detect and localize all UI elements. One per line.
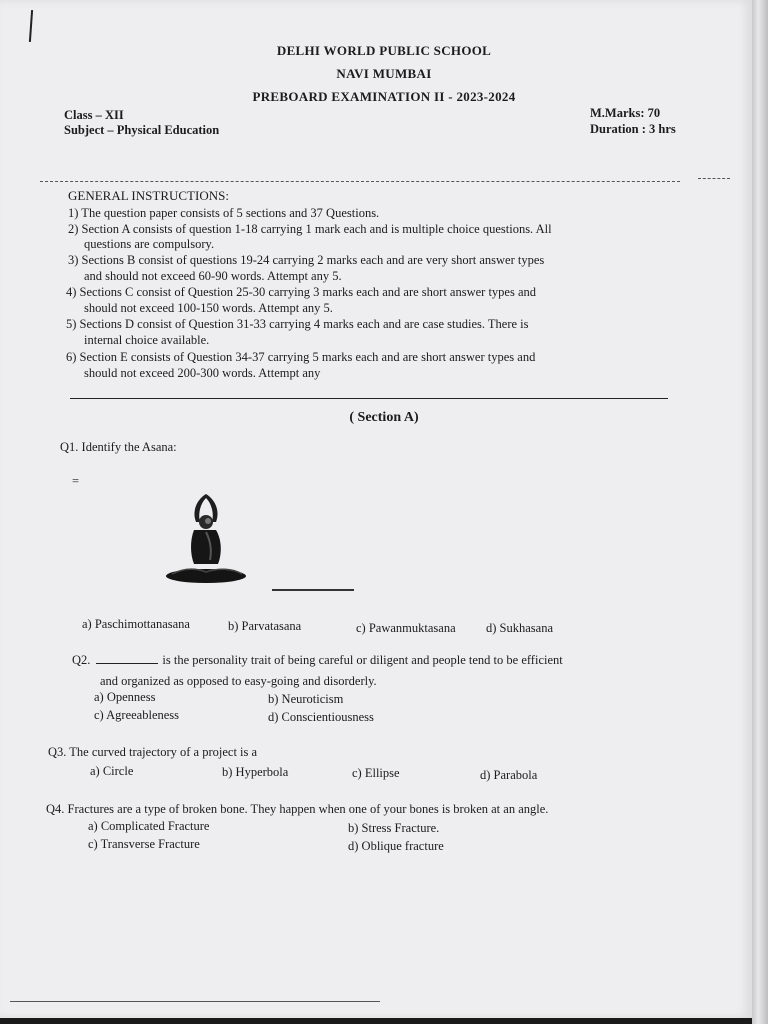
q1-text: Q1. Identify the Asana: xyxy=(60,440,177,454)
instruction-line: internal choice available. xyxy=(84,333,210,347)
bottom-edge-line xyxy=(10,1001,380,1002)
page-edge xyxy=(752,0,768,1024)
divider-fragment xyxy=(698,178,730,179)
q3-option-b: b) Hyperbola xyxy=(222,765,289,779)
q3-option-c: c) Ellipse xyxy=(352,766,400,780)
asana-figure xyxy=(160,488,252,588)
q1-option-d: d) Sukhasana xyxy=(486,621,553,635)
q2-option-d: d) Conscientiousness xyxy=(268,710,374,724)
q4-option-d: d) Oblique fracture xyxy=(348,839,444,853)
q2-text xyxy=(72,653,563,668)
q1-option-c: c) Pawanmuktasana xyxy=(356,621,456,635)
instruction-line: 5) Sections D consist of Question 31-33 carrying 4 marks each and are case studies. There is xyxy=(66,317,529,331)
q1-mark: = xyxy=(72,474,80,488)
answer-line xyxy=(272,589,354,591)
instruction-line: questions are compulsory. xyxy=(84,237,215,251)
header-divider xyxy=(40,181,680,182)
q1-option-a: a) Paschimottanasana xyxy=(82,617,190,631)
q2-text-line2: and organized as opposed to easy-going and disorderly. xyxy=(100,674,377,688)
q2-blank xyxy=(96,663,158,664)
school-name: DELHI WORLD PUBLIC SCHOOL xyxy=(276,43,492,58)
q2-option-c: c) Agreeableness xyxy=(94,708,180,722)
instructions-title: GENERAL INSTRUCTIONS: xyxy=(68,188,229,203)
section-title: ( Section A) xyxy=(349,410,419,425)
instruction-line: 1) The question paper consists of 5 sections and 37 Questions. xyxy=(68,206,380,220)
class-label: Class – XII xyxy=(64,108,124,122)
duration: Duration : 3 hrs xyxy=(590,122,676,136)
q4-option-b: b) Stress Fracture. xyxy=(348,821,440,835)
instruction-line: should not exceed 100-150 words. Attempt any 5. xyxy=(84,301,333,315)
school-city: NAVI MUMBAI xyxy=(336,66,432,81)
instruction-line: 6) Section E consists of Question 34-37 carrying 5 marks each and are short answer types and xyxy=(66,350,536,364)
exam-title: PREBOARD EXAMINATION II - 2023-2024 xyxy=(252,89,516,104)
q4-option-a: a) Complicated Fracture xyxy=(88,819,210,833)
q4-text: Q4. Fractures are a type of broken bone. They happen when one of your bones is broken at an angle. xyxy=(46,802,549,816)
q4-option-c: c) Transverse Fracture xyxy=(88,837,200,851)
instruction-line: 2) Section A consists of question 1-18 carrying 1 mark each and is multiple choice questions. All xyxy=(68,222,552,236)
instruction-line: 3) Sections B consist of questions 19-24 carrying 2 marks each and are very short answer types xyxy=(68,253,545,267)
q2-number: Q2. xyxy=(72,653,91,667)
subject-label: Subject – Physical Education xyxy=(64,123,220,137)
q2-option-b: b) Neuroticism xyxy=(268,692,344,706)
instruction-line: 4) Sections C consist of Question 25-30 carrying 3 marks each and are short answer types and xyxy=(66,285,537,299)
q1-option-b: b) Parvatasana xyxy=(228,619,302,633)
q2-text-rest: is the personality trait of being careful or diligent and people tend to be efficient xyxy=(162,653,563,667)
q3-text: Q3. The curved trajectory of a project is a xyxy=(48,745,258,759)
instruction-line: should not exceed 200-300 words. Attempt any xyxy=(84,366,321,380)
q3-option-d: d) Parabola xyxy=(480,768,538,782)
instruction-line: and should not exceed 60-90 words. Attempt any 5. xyxy=(84,269,342,283)
q3-option-a: a) Circle xyxy=(90,764,134,778)
q2-option-a: a) Openness xyxy=(94,690,156,704)
max-marks: M.Marks: 70 xyxy=(590,106,661,120)
instructions-divider xyxy=(70,398,668,399)
